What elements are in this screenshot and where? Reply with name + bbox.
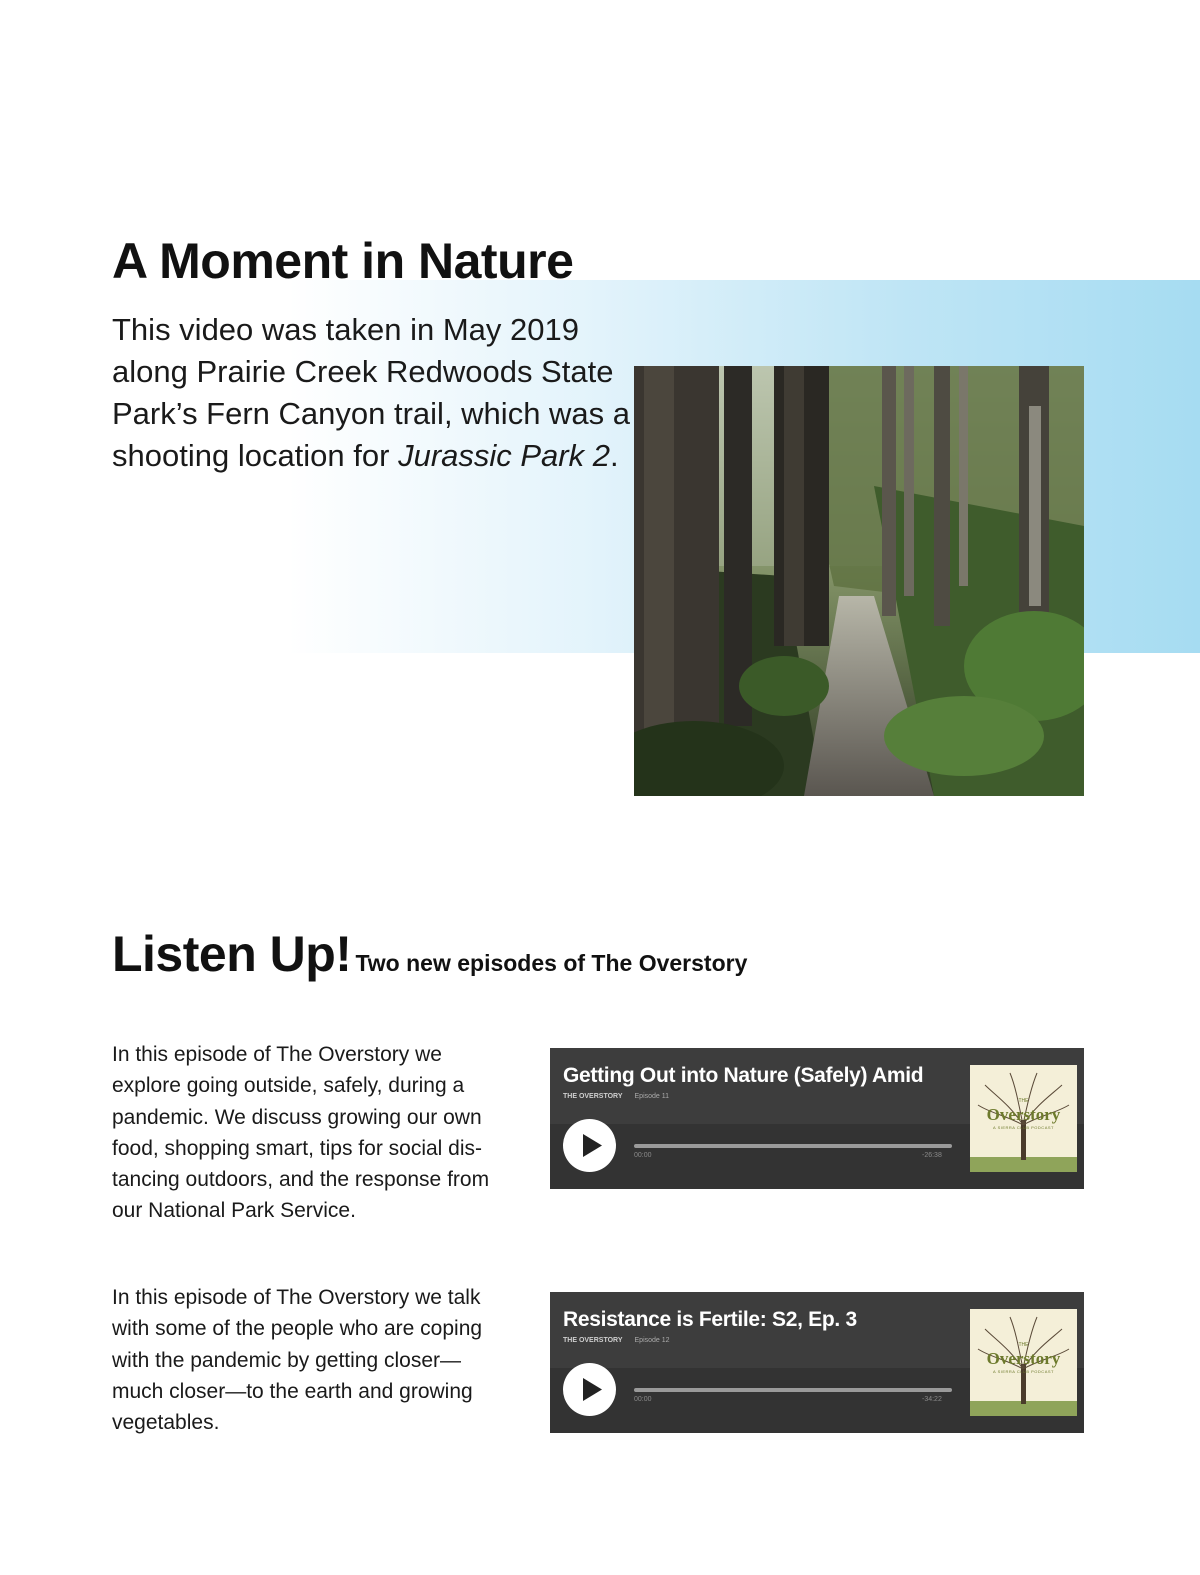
show-name[interactable]: THE OVERSTORY <box>563 1093 623 1100</box>
episode-2-description: In this episode of The Overstory we talk with some of the people who are coping with the pandemic by getting closer—much closer—to the earth and growing vegetables. <box>112 1286 483 1435</box>
podcast-cover[interactable] <box>970 1309 1077 1416</box>
play-button[interactable] <box>563 1363 616 1416</box>
remaining-time: -26:38 <box>922 1152 942 1159</box>
episode-title[interactable]: Resistance is Fertile: S2, Ep. 3 <box>563 1308 857 1331</box>
podcast-player-episode-2 <box>550 1292 1084 1433</box>
cover-subtitle: A SIERRA CLUB PODCAST <box>993 1369 1054 1374</box>
show-name[interactable]: THE OVERSTORY <box>563 1337 623 1344</box>
intro-end: . <box>609 438 619 473</box>
episode-meta <box>563 1093 669 1100</box>
episode-number: Episode 11 <box>634 1093 670 1100</box>
cover-brand: Overstory <box>986 1105 1061 1124</box>
movie-title: Jurassic Park 2 <box>398 438 610 473</box>
episode-1-description: In this episode of The Overstory we explore going outside, safely, during a pandemic. We discuss growing our own food, shopping smart, tips for social dis-tancing outdoors, and the response from our National Park Service. <box>112 1043 490 1223</box>
listen-subtitle: Two new episodes of The Overstory <box>355 950 748 976</box>
episode-number: Episode 12 <box>634 1337 670 1344</box>
elapsed-time: 00:00 <box>634 1396 652 1403</box>
cover-brand: Overstory <box>986 1349 1061 1368</box>
play-icon <box>563 1363 616 1416</box>
listen-up-heading <box>112 925 747 983</box>
episode-meta <box>563 1337 670 1344</box>
intro-text: This video was taken in May 2019 along Prairie Creek Redwoods State Park’s Fern Canyon trail, which was a shooting location for <box>112 312 631 473</box>
page-title: A Moment in Nature <box>112 233 574 289</box>
podcast-cover[interactable] <box>970 1065 1077 1172</box>
play-icon <box>563 1119 616 1172</box>
listen-title: Listen Up! <box>112 926 352 982</box>
elapsed-time: 00:00 <box>634 1152 652 1159</box>
forest-trail-image <box>634 366 1084 796</box>
remaining-time: -34:22 <box>922 1396 942 1403</box>
play-button[interactable] <box>563 1119 616 1172</box>
forest-trail-video[interactable] <box>634 366 1084 796</box>
cover-subtitle: A SIERRA CLUB PODCAST <box>993 1125 1054 1130</box>
cover-the: THE <box>1018 1342 1029 1348</box>
podcast-player-episode-1 <box>550 1048 1084 1189</box>
cover-the: THE <box>1018 1098 1029 1104</box>
progress-bar[interactable] <box>634 1144 952 1148</box>
progress-bar[interactable] <box>634 1388 952 1392</box>
episode-title[interactable]: Getting Out into Nature (Safely) Amid <box>563 1064 924 1087</box>
